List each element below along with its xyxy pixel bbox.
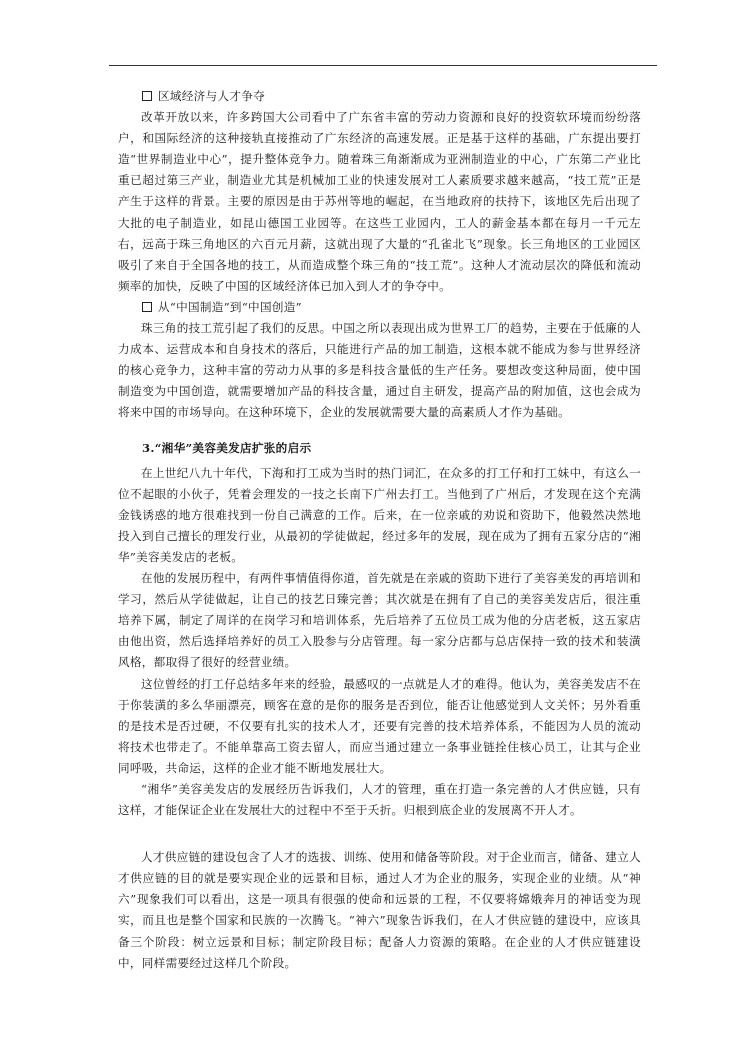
- header-rule: [109, 65, 657, 66]
- paragraph-innovation: 珠三角的技工荒引起了我们的反思。中国之所以表现出成为世界工厂的趋势，主要在于低廉的人力成本、运营成本和自身技术的落后，只能进行产品的加工制造，这根本就不能成为参与世界经济的核心竞争力，这种丰富的劳动力从事的多是科技含量低的生产任务。要想改变这种局面，使中国制造变为中国创造，就需要增加产品的科技含量，通过自主研发，提高产品的附加值，这也会成为将来中国的市场导向。在这种环境下，企业的发展就需要大量的高素质人才作为基础。: [118, 321, 641, 420]
- section-title-xianghua: 3.“湘华”美容美发店扩张的启示: [142, 440, 312, 455]
- checkbox-bullet-icon: [142, 302, 152, 312]
- paragraph-xianghua-2: 在他的发展历程中，有两件事情值得你道，首先就是在亲戚的资助下进行了美容美发的再培训和学习，然后从学徒做起，让自己的技艺日臻完善；其次就是在拥有了自己的美容美发店后，很注重培养下属，制定了周详的在岗学习和培训体系，先后培养了五位员工成为他的分店老板，这五家店由他出资，然后选择培养好的员工入股参与分店管理。每一家分店都与总店保持一致的技术和装潢风格，都取得了很好的经营业绩。: [118, 571, 641, 670]
- paragraph-xianghua-1: 在上世纪八九十年代，下海和打工成为当时的热门词汇，在众多的打工仔和打工妹中，有这么一位不起眼的小伙子，凭着会理发的一技之长南下广州去打工。当他到了广州后，才发现在这个充满金钱诱惑的地方很难找到一份自己满意的工作。后来，在一位亲戚的劝说和资助下，他毅然决然地投入到自己擅长的理发行业，从最初的学徒做起，经过多年的发展，现在成为了拥有五家分店的“湘华”美容美发店的老板。: [118, 465, 641, 564]
- document-body: [118, 86, 641, 974]
- paragraph-regional: 改革开放以来，许多跨国大公司看中了广东省丰富的劳动力资源和良好的投资软环境而纷纷落户，和国际经济的这种接轨直接推动了广东经济的高速发展。正是基于这样的基础，广东提出要打造“世界制造业中心”，提升整体竞争力。随着珠三角渐渐成为亚洲制造业的中心，广东第二产业比重已超过第三产业，制造业尤其是机械加工业的快速发展对工人素质要求越来越高，“技工荒”正是产生于这样的背景。主要的原因是由于苏州等地的崛起，在当地政府的扶持下，该地区先后出现了大批的电子制造业，如昆山德国工业园等。在这些工业园内，工人的薪金基本都在每月一千元左右，远高于珠三角地区的六百元月薪，这就出现了大量的“孔雀北飞”现象。长三角地区的工业园区吸引了来自于全国各地的技工，从而造成整个珠三角的“技工荒”。这种人才流动层次的降低和流动频率的加快，反映了中国的区域经济体已加入到人才的争夺中。: [118, 110, 641, 293]
- paragraph-closing: 人才供应链的建设包含了人才的选拔、训练、使用和储备等阶段。对于企业而言，储备、建立人才供应链的目的就是要实现企业的远景和目标，通过人才为企业的服务，实现企业的业绩。从“神六”现象我们可以看出，这是一项具有很强的使命和远景的工程，不仅要将嫦娥奔月的神话变为现实，而且也是整个国家和民族的一次腾飞。“神六”现象告诉我们，在人才供应链的建设中，应该具备三个阶段：树立远景和目标；制定阶段目标；配备人力资源的策略。在企业的人才供应链建设中，同样需要经过这样几个阶段。: [118, 850, 641, 970]
- section-heading-innovation: 从“中国制造”到“中国创造”: [142, 297, 641, 318]
- paragraph-xianghua-4: “湘华”美容美发店的发展经历告诉我们，人才的管理，重在打造一条完善的人才供应链，只有这样，才能保证企业在发展壮大的过程中不至于夭折。归根到底企业的发展离不开人才。: [118, 782, 641, 818]
- paragraph-xianghua-3: 这位曾经的打工仔总结多年来的经验，最感叹的一点就是人才的难得。他认为，美容美发店不在于你装潢的多么华丽漂亮，顾客在意的是你的服务是否到位，能否让他感觉到人文关怀；另外看重的是技术是否过硬，不仅要有扎实的技术人才，还要有完善的技术培养体系，不能因为人员的流动将技术也带走了。不能单靠高工资去留人，而应当通过建立一条事业链拴住核心员工，让其与企业同呼吸，共命运，这样的企业才能不断地发展壮大。: [118, 676, 641, 775]
- checkbox-bullet-icon: [142, 91, 152, 101]
- section-heading-regional: 区域经济与人才争夺: [142, 86, 641, 107]
- spacer: [118, 821, 641, 847]
